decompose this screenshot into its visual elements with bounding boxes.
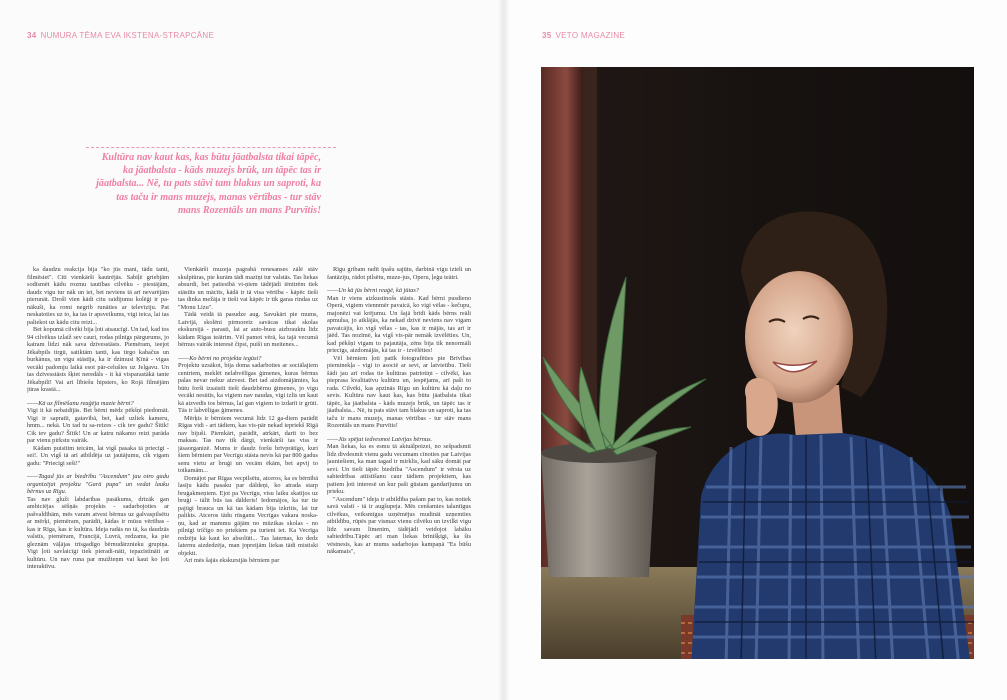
interview-question: ——Jūs spējat iedvesmot Latvijas bērnus. [327,435,433,443]
pull-quote: Kultūra nav kaut kas, kas būtu jāatbalsta tikai tāpēc, ka jāatbalsta - kāds muzejs brūk, un tāpēc tas ir jāatbalsta... Nē, tu pats stāvi tam blakus un saproti, ka tas taču ir mans muzejs, manas vērtības - tur stāv mans Rozentāls un mans Purvītis! [96,152,321,216]
article-paragraph: Mērķis ir bērniem vecumā līdz 12 ga-diem parādīt Rīgas vidi - art tādiem, kas vis-pār nekad iepriekš Rīgā nav bijuši. Piemkārt, parādīt, atrkārt, darīt to bez maksas. Tas nav tik dārgi, vienkārši tas viss ir jāsaorganizē. Mums ir daudz foršu brīvprātīgo, kuri šiem bērniem par Vecrīgu stāsta nevis kā par 800 gadus senu vietu ar bruģi un vecām ēkām, bet apvij to toikamām... [178,414,318,474]
text-column-3 [327,266,471,671]
page-gutter [498,0,510,700]
article-paragraph: Vigi it kā nebaidījās. Bet bērni mēdz pēkšņi piedomāt. Vigi ir sapratīi, gatavībā, bet, kad uzliek kameru, hmm... nekā. Un tad tu sa-reizes - cik tev gadu? Šītik! Cik tev gadu? Šītik! Un ar katru nākamo reizi parāda par vienu pirkstu vairāk. [27,407,169,444]
plant-pot [541,452,656,577]
article-paragraph: Rīgu gribam radīt īpašu sajūtu, darbinā vigu izteli un fantāziju, rādot pilsētu, muze-jus, Operu, ļeģu teātri. [327,266,471,281]
article-paragraph: Tas nav gluži labdarības pasākums, drīzāk gan ambiciējas sēšņās projekts - sadarbojoties ar pašvaldībām, mēs varam atvest bērnus uz galvaspilsētu ar mērķi, piemēram, parādīt, kādas ir mūsu vērtības - kas ir Rīga, kas ir kultūra. Ideja radās no tā, ka daudzās valstīs, piemēram, Francijā, Luvrā, redzams, ka pie gleznām vāļājas trīsgadīgo bērnudārznieku grupiņa. Vigi ļoti savlaicīgi tiek pieradi-nāti, iepazīstināti ar kultūru. Un nav runa par muižteņm vai kaut ko ļoti interaktīvu. [27,495,169,570]
left-page [0,0,503,700]
text-column-1 [27,266,169,671]
interview-question: ——Kā uz filmēšanu reaģēja mazie bērni? [27,399,134,407]
left-page-number: 34 [27,31,37,40]
pull-quote-rule [86,147,336,148]
article-paragraph: Man liekas, ka es esmu tā aktuālpoizei, no sešpadsmit līdz divdesmit vienu gadu vecumam cīnoties par Latvijas jauniešiem, ka man tagad ir mirklis, kad sāku domāt par sevi. Un tieši tāpēc biedrība "Ascendum" ir vērsta uz sabiedrības attīstīšanu caur tādiem projektiem, kas patiem ļoti interesē un kur paši gūstam gandarījumu un prieku. [327,443,471,495]
portrait-photo [541,67,974,659]
right-page-number: 35 [542,31,552,40]
interview-question: ——Un kā jūs bērni reaģē, kā jūtas? [327,287,419,294]
article-paragraph: Domājot par Rīgas vecpilsētu, atceros, ka es bērnībā lasīju kādu pasaku par dāldeņi, ko atrada starp bruģakmeņiem. Ejot pa Vecrīgu, visu laiku skatījos uz bruģi - tālīt būs tas dālderis! Iedomājos, ka tur tie pajūgi brauca un kā tas kādam bija izkritis, lai tur palikts. Atceros tādu rūsganu Vecrīgas vakara noska-ņu, kad ar mammu gājām no mūzikas skolas - no pilnīgi trīčīgo no priekiem pa turieni iet. Ka Vecrīga redzēju kā kaut ko absolūti... Tas laternas, ko dedz laternu aizdedzēja, man jopreijām liekas tādi mistiski objekti. [178,474,318,557]
article-paragraph: ka daudzu reakcija bija "ko jūs mani, tādu tanti, filmēsiet". Citi vienkārši kautrējās. Sabiļē griebjām sodīsmēt kādu rozmu tautības cilvēku - piestājām, daudz vigu tur nāk un iet, bet neviens tā arī nevarējām pierunāt. Drošī vien kādi citu raidījumu kolēģi ir pa-nākuši, ka romi negrib runāties ar televīziju. Pat neskatoties uz to, ka tas ir apsveikums, vigi teica, lai tas paliekot uz kādu citu reizi... [27,266,169,326]
article-paragraph: Bet kopumā cilvēki bija ļoti atsaucīgi. Un tad, kad tos 94 cilvēkus izlaiž sev cauri, rodas pilnīgs pārgurums, jo katram līdzi nāk sava dzīvesstāsts. Piemēram, ieejot Jēkabpils tirgū, satiktām tanti, kas tirgo kabačus un burkānus, un vigu stāstīja, ka ir dzimusi Ķīnā - vigas vecāki padomju laikā esot pār-celušies uz Jelgavu. Un tas dzīvesstāsts šķiet neredāls - it kā visparastākā tante Jēkabpilī! Vai arī lībiešu hipsters, ko Rojā filmējām jūras krastā... [27,326,169,393]
text-column-2 [178,266,318,671]
article-paragraph: Vienkārši muzeja pagrabā renesanses zālē stāv skulptūras, pie kurām tādi mazīņi tur valstās. Tas liekas absurdi, bet patiesībā vi-ņiem tādējādi iēnitrēm tiek stāstīts un mācīts, kādā ir tā visa vērtība - kāpēc tieši tas dinka mežāja ir tieši vai kāpēc ir tik garas rindas uz "Monu Līzu". [178,266,318,311]
interview-question: ——Ko bērni no projekta iegūst? [178,354,262,362]
article-paragraph: Arī mēs šajās ekskursijās bērniem par [184,557,280,564]
left-folio [27,31,214,40]
article-paragraph: Tādā veidā tā pasudze aug. Savukārt pie mums, Latvijā, skolēni pirmoreiz savācas tikai skolas ekskursijā - parasti, lai ar auto-busu aizbrauktu līdz kādam Rīgas teātrim. Vēl pamot vērā, ka tajā vecumā bērnus vairāk interesē čipsi, puiši un meitenes... [178,311,318,348]
article-paragraph: Projektu uzsākot, bija doma sadarboties ar sociālajiem centriem, meklēt nelabvēlīgas ģimenes, kuras bērnus palas nevar nekur aizvest. Bet tad aizdomājāmies, ka būtu forši izsaistīt tieši daudzbērnu ģimenes, jo vigu vecāki nesūtīs, ka vigiem nav naudas, vigi izlīs un kaut kā aizvedīs tos bērnus, lai gan vigiem to izdarīt ir grūti. Tās ir labvēlīgas ģimenes. [178,362,318,414]
interview-question: ——Tagad jūs ar biedrību "Ascendum" jau otro gadu organizējat projektu "Garā pupa" un vedat lauku bērnus uz Rīgu. [27,473,169,495]
right-folio-text: VETO MAGAZINE [555,31,626,40]
article-paragraph: Kādam puisītim teicām, lai vigš pasaka tā priecīgi - sei!. Un vigš tā arī atbildēja uz jautājumu, cik vigam gadu: "Priecīgi seši!" [27,444,169,467]
article-paragraph: Vēl bērniem ļoti patīk fotografēties pie Brīvības pieminekļa - vigi to asociē ar sevi, ar latvietību. Tieši šādi jau arī rodas tie kultūras patriotiņi - cilvēki, kas pieprasa kvalitatīvu kultūru un, iespējams, arī paši to rada. Cilvēki, kas apzinās Rīgu un kultūru kā daļu no sevis. Kultūra nav kaut kas, kas būtu jāatbalsta tikai tāpēc, ka jāatbalsta - kāds muzejs brūk, un tāpēc tas ir jāatbalsta... Nē, tu pats stāvi tam blakus un saproti, ka tas taču ir mans muzejs, manas vērtības - tur stāv mans Rozentāls un mans Purvītis! [327,354,471,429]
left-folio-text: NUMURA TĒMA EVA IKSTENA-STRAPCĀNE [40,31,215,40]
article-paragraph: "Ascendum" ideja ir atbildība pašam par to, kas notiek savā valstī - tā ir augšupeja. Mēs cenšamies talantīgus cilvēkus, veiksmīgus uzņēmējus mudināt uzņemties atbildību, rūpēs par vismaz vienu cilvēku un izvilkt vigu līdz savam līmenim, tādējādi veidojot labāku sabiedrību.Tāpēc arī man liekas brīnišķīgi, ka šis vēstnesis, kas ar mums sadarbojas kampaņā "Es būšu nākamais", [327,495,471,555]
article-paragraph: Man ir viens aizkustinošs stāsts. Kad bērni pusdieno Operā, vigiem viennmēr pavaicā, ko vigi vēlas - kečupu, majonēzi vai krējumu. Un šajā brīdī kāds bērns reāli apmulsa, jo atklājās, ka nekad dzīvē neviens nav vigam pavaicājis, ko vigš vēlas - tas, kas ir mājās, tas arī ir jāēd. Tas nozīmē, ka vigš vis-pār nemāk izvēlēties. Un, kad pēkšņi vigam to pajautāja, zēns bija tik nenormāli priecīgs, aizdomājās, kā tas ir - izvēlēties! [327,294,471,354]
right-folio [542,31,625,40]
